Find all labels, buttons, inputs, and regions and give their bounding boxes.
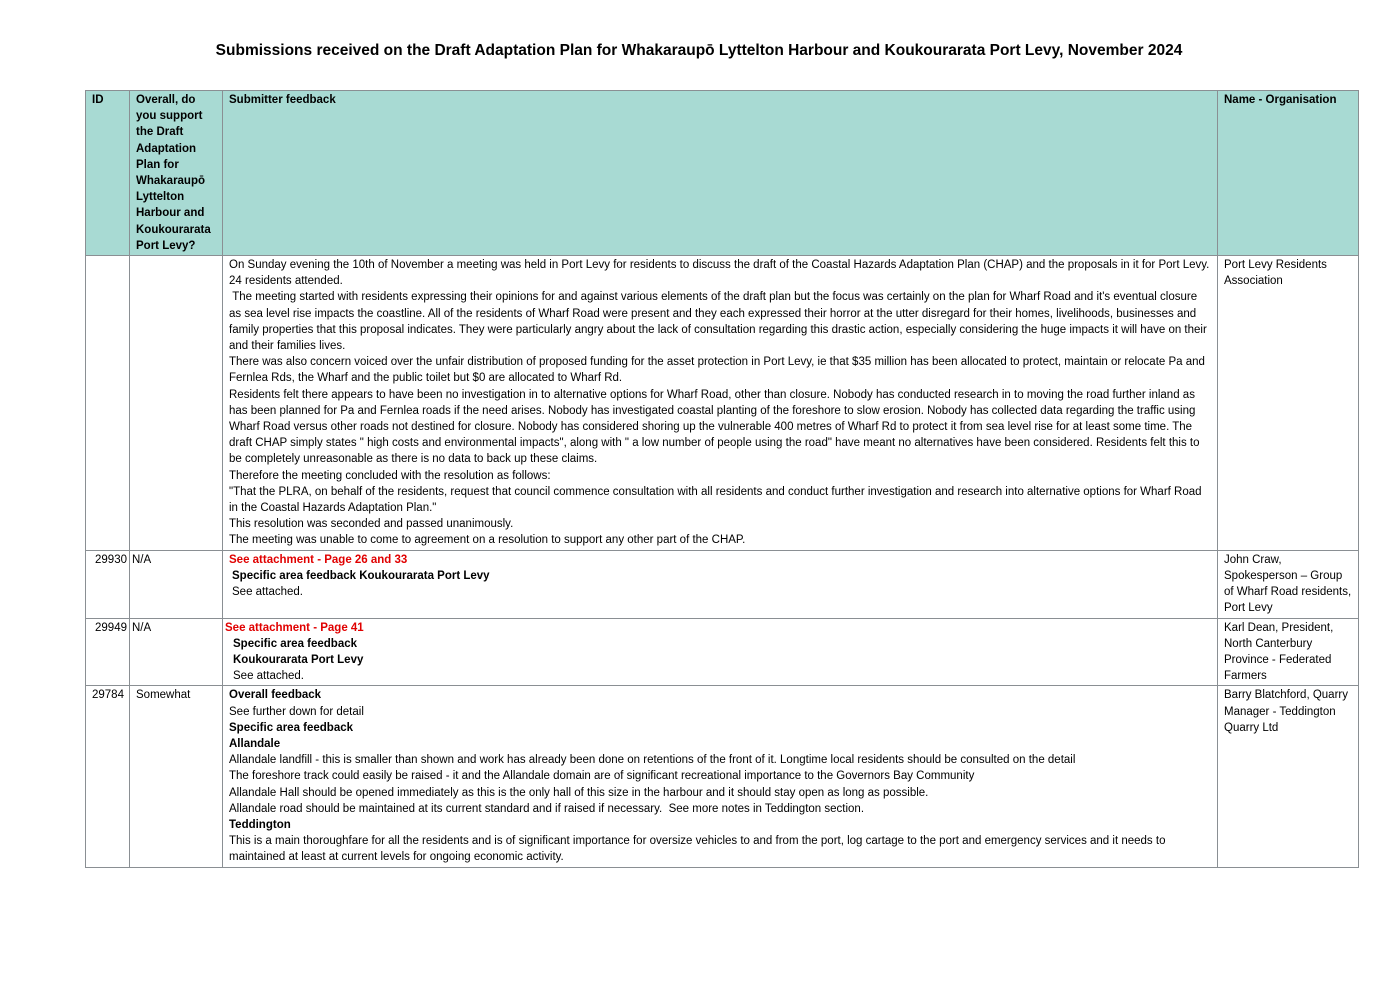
feedback-text: See attached. — [233, 670, 304, 683]
support-cell: N/A — [130, 618, 223, 686]
feedback-heading: Specific area feedback — [233, 637, 358, 650]
name-cell: Barry Blatchford, Quarry Manager - Teddington Quarry Ltd — [1218, 686, 1359, 867]
feedback-paragraph: The meeting was unable to come to agreement on a resolution to support any other part of the CHAP. — [229, 534, 746, 547]
feedback-heading: Overall feedback — [229, 689, 322, 702]
header-row — [86, 91, 1359, 256]
name-cell: John Craw, Spokesperson – Group of Wharf Road residents, Port Levy — [1218, 550, 1359, 618]
feedback-heading: Teddington — [229, 818, 291, 831]
feedback-heading: Specific area feedback Koukourarata Port Levy — [232, 569, 490, 582]
attachment-link[interactable]: See attachment - Page 26 and 33 — [229, 553, 408, 566]
feedback-heading: Koukourarata Port Levy — [233, 653, 364, 666]
table-row — [86, 618, 1359, 686]
feedback-paragraph: This resolution was seconded and passed unanimously. — [229, 518, 514, 531]
id-cell: 29949 — [86, 618, 130, 686]
document-title: Submissions received on the Draft Adaptation Plan for Whakaraupō Lyttelton Harbour and Koukourarata Port Levy, November 2024 — [215, 42, 1183, 59]
table-row — [86, 550, 1359, 618]
id-cell: 29930 — [86, 550, 130, 618]
feedback-text: See attached. — [232, 586, 303, 599]
support-cell — [130, 256, 223, 551]
feedback-text: See further down for detail — [229, 705, 364, 718]
feedback-paragraph: There was also concern voiced over the unfair distribution of proposed funding for the asset protection in Port Levy, ie that $35 million has been allocated to protect, maintain or relocate Pa and Fernlea Rds, the Wharf and the public toilet but $0 are allocated to Wharf Rd. — [229, 356, 1205, 385]
feedback-heading: Allandale — [229, 737, 281, 750]
feedback-paragraph: The meeting started with residents expressing their opinions for and against various elements of the draft plan but the focus was certainly on the plan for Wharf Road and it's eventual closure as sea level rise impacts the coastline. All of the residents of Wharf Road were present and they each expressed their horror at the utter disregard for their homes, livelihoods, businesses and family properties that this proposal indicates. They were particularly angry about the lack of consultation regarding this drastic action, especially considering the huge impacts it will have on their and their families lives. — [229, 291, 1211, 353]
feedback-paragraph: On Sunday evening the 10th of November a meeting was held in Port Levy for residents to discuss the draft of the Coastal Hazards Adaptation Plan (CHAP) and the proposals in it for Port Levy. 24 residents attended. — [229, 259, 1210, 288]
name-cell: Karl Dean, President, North Canterbury Province - Federated Farmers — [1218, 618, 1359, 686]
id-cell — [86, 256, 130, 551]
feedback-paragraph: "That the PLRA, on behalf of the residents, request that council commence consultation with all residents and conduct further investigation and research into alternative options for Wharf Road in the Coastal Hazards Adaptation Plan." — [229, 485, 1202, 515]
feedback-text: The foreshore track could easily be raised - it and the Allandale domain are of significant recreational importance to the Governors Bay Community — [229, 770, 975, 783]
feedback-cell — [223, 256, 1218, 551]
feedback-heading: Specific area feedback — [229, 721, 354, 734]
name-cell: Port Levy Residents Association — [1218, 256, 1359, 551]
feedback-text: This is a main thoroughfare for all the residents and is of significant importance for oversize vehicles to and from the port, log cartage to the port and emergency services and it needs to maintained at least at current levels for ongoing economic activity. — [229, 835, 1166, 864]
header-name: Name - Organisation — [1218, 91, 1359, 256]
submissions-table — [85, 90, 1359, 868]
id-cell: 29784 — [86, 686, 130, 867]
support-cell: Somewhat — [130, 686, 223, 867]
feedback-paragraph: Residents felt there appears to have been no investigation in to alternative options for Wharf Road, other than closure. Nobody has conducted research in to moving the road further inland as has been planned for Pa and Fernlea roads if the need arises. Nobody has investigated coastal planting of the foreshore to slow erosion. Nobody has collected data regarding the traffic using Wharf Road versus other roads not destined for closure. Nobody has considered shoring up the vulnerable 400 metres of Wharf Rd to protect it from sea level rise for at least some time. The draft CHAP simply states " high costs and environmental impacts", along with " a low number of people using the road" have meant no alternatives have been considered. Residents felt this to be completely unreasonable as there is no data to back up these claims. — [229, 388, 1200, 466]
header-feedback: Submitter feedback — [223, 91, 1218, 256]
feedback-cell — [223, 618, 1218, 686]
table-row — [86, 256, 1359, 551]
feedback-cell — [223, 550, 1218, 618]
feedback-text: Allandale landfill - this is smaller than shown and work has already been done on retentions of the front of it. Longtime local residents should be consulted on the detail — [229, 754, 1076, 767]
feedback-paragraph: Therefore the meeting concluded with the resolution as follows: — [229, 469, 551, 482]
feedback-text: Allandale Hall should be opened immediately as this is the only hall of this size in the harbour and it should stay open as long as possible. — [229, 786, 929, 799]
header-support: Overall, do you support the Draft Adaptation Plan for Whakaraupō Lyttelton Harbour and Koukourarata Port Levy? — [130, 91, 223, 256]
table-row — [86, 686, 1359, 867]
feedback-cell — [223, 686, 1218, 867]
header-id: ID — [86, 91, 130, 256]
attachment-link[interactable]: See attachment - Page 41 — [225, 621, 364, 634]
support-cell: N/A — [130, 550, 223, 618]
feedback-text: Allandale road should be maintained at its current standard and if raised if necessary. See more notes in Teddington section. — [229, 802, 865, 815]
